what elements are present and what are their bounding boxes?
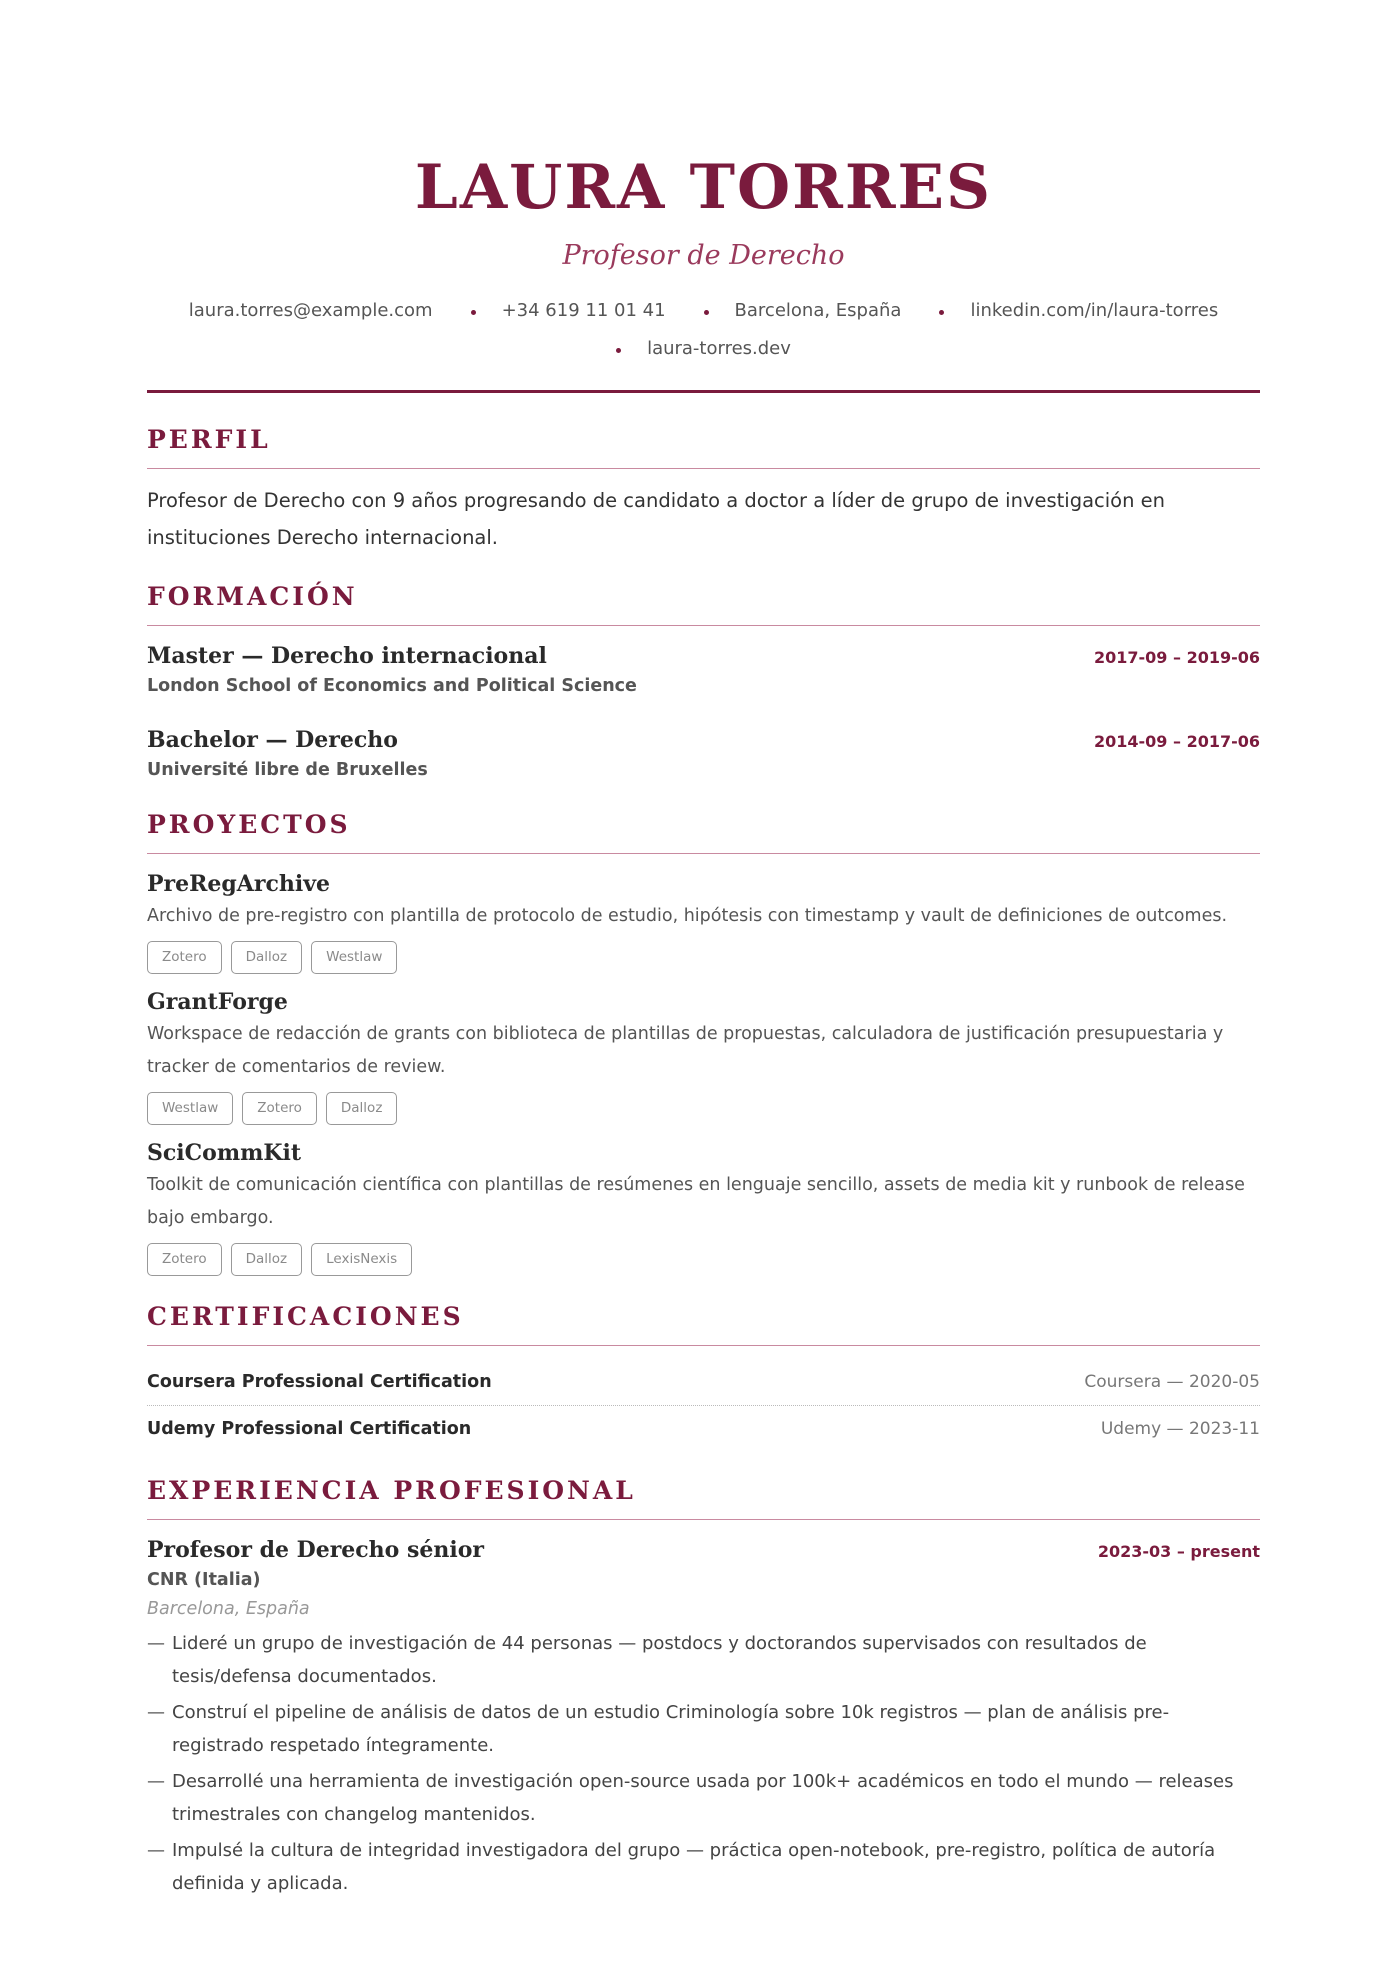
resume-page xyxy=(147,0,1260,1980)
section-experience xyxy=(147,1474,1260,1900)
contact-linkedin[interactable] xyxy=(901,292,1218,330)
resume-header xyxy=(147,0,1260,393)
bullet-separator-icon xyxy=(939,310,944,315)
education-degree: Master — Derecho internacional xyxy=(147,643,547,669)
section-divider xyxy=(147,625,1260,626)
certification-meta: Coursera — 2020-05 xyxy=(1084,1371,1260,1392)
education-entry xyxy=(147,640,1260,700)
contact-location-text: Barcelona, España xyxy=(734,300,902,321)
experience-company: CNR (Italia) xyxy=(147,1570,261,1590)
experience-entry xyxy=(147,1534,1260,1900)
certification-meta: Udemy — 2023-11 xyxy=(1100,1419,1260,1439)
project-entry xyxy=(147,986,1260,1125)
experience-bullet: — Impulsé la cultura de integridad investigadora del grupo — práctica open-notebook, pre-registro, política de autoría definida y aplicada. xyxy=(147,1835,1260,1900)
experience-bullets xyxy=(147,1628,1260,1900)
section-profile xyxy=(147,423,1260,556)
contact-website[interactable] xyxy=(616,330,791,368)
education-school: Université libre de Bruxelles xyxy=(147,760,428,780)
section-title: PROYECTOS xyxy=(147,810,351,839)
project-description: Toolkit de comunicación científica con plantillas de resúmenes en lenguaje sencillo, assets de media kit y runbook de release bajo embargo. xyxy=(147,1175,1245,1228)
candidate-name: LAURA TORRES xyxy=(414,152,993,223)
contact-email-text: laura.torres@example.com xyxy=(188,300,433,321)
contact-phone-text: +34 619 11 01 41 xyxy=(501,300,666,321)
education-dates: 2014-09 – 2017-06 xyxy=(1093,732,1260,751)
education-degree: Bachelor — Derecho xyxy=(147,727,398,753)
education-school: London School of Economics and Political Science xyxy=(147,676,637,696)
contact-linkedin-text: linkedin.com/in/laura-torres xyxy=(970,300,1219,321)
project-entry xyxy=(147,1137,1260,1276)
contact-email[interactable] xyxy=(189,292,433,330)
project-description: Workspace de redacción de grants con biblioteca de plantillas de propuestas, calculadora de justificación presupuestaria y tracker de comentarios de review. xyxy=(147,1024,1224,1077)
bullet-separator-icon xyxy=(704,310,709,315)
bullet-separator-icon xyxy=(616,348,621,353)
contact-location xyxy=(666,292,902,330)
section-title: PERFIL xyxy=(147,425,271,454)
section-divider xyxy=(147,853,1260,854)
tag: Westlaw xyxy=(311,941,397,974)
candidate-title: Profesor de Derecho xyxy=(562,240,845,271)
education-entry xyxy=(147,724,1260,784)
experience-bullet: — Lideré un grupo de investigación de 44 personas — postdocs y doctorandos supervisados con resultados de tesis/defensa documentados. xyxy=(147,1628,1260,1693)
experience-location: Barcelona, España xyxy=(147,1599,310,1619)
contact-line-2 xyxy=(147,330,1260,368)
bullet-separator-icon xyxy=(471,310,476,315)
profile-text: Profesor de Derecho con 9 años progresando de candidato a doctor a líder de grupo de investigación en instituciones Derecho internacional. xyxy=(147,489,1166,549)
tag: Zotero xyxy=(242,1092,317,1125)
section-divider xyxy=(147,468,1260,469)
education-dates: 2017-09 – 2019-06 xyxy=(1093,648,1260,667)
certification-list xyxy=(147,1358,1260,1452)
certification-entry xyxy=(147,1358,1260,1405)
contact-list xyxy=(147,292,1260,368)
tag: LexisNexis xyxy=(311,1243,412,1276)
experience-bullet: — Construí el pipeline de análisis de datos de un estudio Criminología sobre 10k registros — plan de análisis pre-registrado respetado íntegramente. xyxy=(147,1697,1260,1762)
header-divider xyxy=(147,390,1260,393)
experience-role: Profesor de Derecho sénior xyxy=(147,1537,485,1563)
project-tags xyxy=(147,1243,1260,1276)
project-name: SciCommKit xyxy=(147,1140,302,1166)
project-tags xyxy=(147,941,1260,974)
section-title: EXPERIENCIA PROFESIONAL xyxy=(147,1476,636,1505)
project-entry xyxy=(147,868,1260,974)
experience-dates: 2023-03 – present xyxy=(1097,1542,1260,1561)
section-title: FORMACIÓN xyxy=(147,582,358,611)
project-name: GrantForge xyxy=(147,989,288,1015)
contact-phone[interactable] xyxy=(433,292,666,330)
experience-bullet: — Desarrollé una herramienta de investigación open-source usada por 100k+ académicos en todo el mundo — releases trimestrales con changelog mantenidos. xyxy=(147,1766,1260,1831)
tag: Dalloz xyxy=(231,1243,303,1276)
section-divider xyxy=(147,1519,1260,1520)
project-tags xyxy=(147,1092,1260,1125)
project-description: Archivo de pre-registro con plantilla de protocolo de estudio, hipótesis con timestamp y vault de definiciones de outcomes. xyxy=(147,906,1228,926)
section-divider xyxy=(147,1345,1260,1346)
tag: Zotero xyxy=(147,1243,222,1276)
section-projects xyxy=(147,808,1260,1276)
section-title: CERTIFICACIONES xyxy=(147,1302,464,1331)
section-education xyxy=(147,580,1260,784)
section-certifications xyxy=(147,1300,1260,1452)
tag: Zotero xyxy=(147,941,222,974)
contact-website-text: laura-torres.dev xyxy=(647,338,791,359)
certification-entry xyxy=(147,1405,1260,1452)
tag: Dalloz xyxy=(231,941,303,974)
tag: Westlaw xyxy=(147,1092,233,1125)
tag: Dalloz xyxy=(326,1092,398,1125)
project-name: PreRegArchive xyxy=(147,871,330,897)
certification-name: Coursera Professional Certification xyxy=(147,1371,492,1392)
certification-name: Udemy Professional Certification xyxy=(147,1419,472,1439)
